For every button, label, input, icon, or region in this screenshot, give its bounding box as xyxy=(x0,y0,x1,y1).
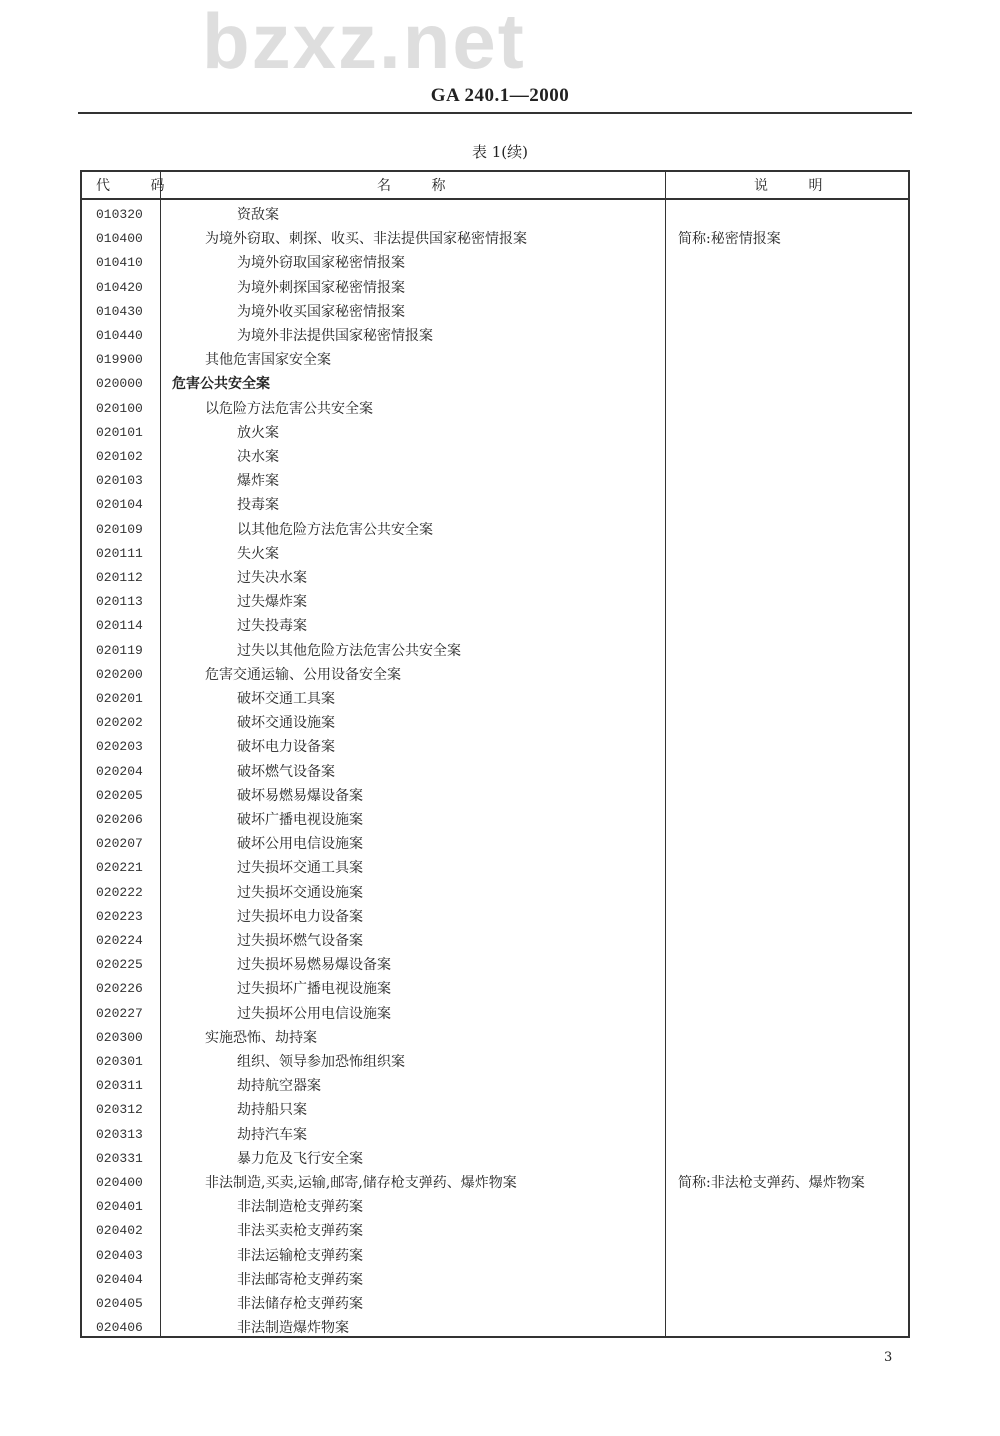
row-note: 简称:非法枪支弹药、爆炸物案 xyxy=(678,1175,865,1191)
row-code: 020111 xyxy=(96,545,143,561)
table-row xyxy=(82,493,908,517)
row-name: 决水案 xyxy=(237,449,279,465)
table-row xyxy=(82,590,908,614)
row-code: 020000 xyxy=(96,376,143,392)
row-name: 暴力危及飞行安全案 xyxy=(237,1150,363,1167)
table-header xyxy=(82,172,908,200)
row-code: 019900 xyxy=(96,352,143,368)
row-code: 020100 xyxy=(96,400,143,416)
row-code: 020405 xyxy=(96,1296,143,1311)
row-name: 过失爆炸案 xyxy=(237,594,307,611)
watermark: bzxz.net xyxy=(202,0,526,85)
row-code: 010430 xyxy=(96,303,143,319)
table-row xyxy=(82,469,908,493)
table-row xyxy=(82,1171,908,1195)
row-name: 爆炸案 xyxy=(237,473,279,490)
row-code: 010440 xyxy=(96,328,143,343)
row-code: 020202 xyxy=(96,715,143,731)
table-row xyxy=(82,397,908,421)
row-name: 为境外非法提供国家秘密情报案 xyxy=(237,328,433,344)
table-row xyxy=(82,566,908,590)
header-name: 名 称 xyxy=(377,178,464,194)
row-name: 组织、领导参加恐怖组织案 xyxy=(237,1054,405,1070)
table-row xyxy=(82,663,908,687)
row-code: 020224 xyxy=(96,933,143,948)
row-code: 020103 xyxy=(96,473,143,489)
table-row xyxy=(82,542,908,566)
row-name: 过失损坏电力设备案 xyxy=(237,908,363,925)
row-name: 破坏交通工具案 xyxy=(237,691,335,707)
table-row xyxy=(82,1292,908,1316)
row-name: 非法储存枪支弹药案 xyxy=(237,1296,363,1312)
row-code: 020406 xyxy=(96,1320,143,1336)
row-name: 危害交通运输、公用设备安全案 xyxy=(205,666,401,683)
table-row xyxy=(82,348,908,372)
row-code: 020400 xyxy=(96,1175,143,1190)
row-name: 以其他危险方法危害公共安全案 xyxy=(237,521,433,538)
table-row xyxy=(82,784,908,808)
document-header: GA 240.1—2000 xyxy=(430,85,570,106)
row-name: 非法制造枪支弹药案 xyxy=(237,1199,363,1216)
row-code: 020200 xyxy=(96,666,143,682)
table-row xyxy=(82,1123,908,1147)
row-name: 劫持船只案 xyxy=(237,1102,307,1119)
row-name: 过失损坏交通设施案 xyxy=(237,884,363,901)
row-code: 020225 xyxy=(96,957,143,973)
row-code: 020206 xyxy=(96,812,143,827)
row-name: 放火案 xyxy=(237,424,279,441)
row-name: 过失损坏易燃易爆设备案 xyxy=(237,957,391,974)
row-name: 过失损坏公用电信设施案 xyxy=(237,1005,391,1022)
table-row xyxy=(82,735,908,759)
row-code: 020404 xyxy=(96,1271,143,1287)
row-code: 020227 xyxy=(96,1005,143,1021)
table-row xyxy=(82,1002,908,1026)
row-code: 020119 xyxy=(96,642,143,658)
table-row xyxy=(82,518,908,542)
header-rule xyxy=(78,112,912,114)
row-name: 投毒案 xyxy=(237,497,279,514)
header-code: 代 码 xyxy=(96,178,183,194)
table-row xyxy=(82,227,908,251)
row-code: 010400 xyxy=(96,231,143,247)
table-row xyxy=(82,251,908,275)
row-name: 破坏燃气设备案 xyxy=(237,763,335,780)
table-row xyxy=(82,372,908,396)
row-code: 020113 xyxy=(96,594,143,610)
table-row xyxy=(82,1268,908,1292)
row-name: 非法制造,买卖,运输,邮寄,储存枪支弹药、爆炸物案 xyxy=(205,1175,517,1191)
row-name: 为境外收买国家秘密情报案 xyxy=(237,303,405,320)
table-row xyxy=(82,808,908,832)
row-code: 020201 xyxy=(96,691,143,706)
table-row xyxy=(82,1026,908,1050)
table-row xyxy=(82,1098,908,1122)
row-name: 实施恐怖、劫持案 xyxy=(205,1029,317,1046)
row-name: 破坏公用电信设施案 xyxy=(237,836,363,853)
table-row xyxy=(82,832,908,856)
row-code: 020401 xyxy=(96,1199,143,1215)
table-row xyxy=(82,1316,908,1340)
table-row xyxy=(82,300,908,324)
row-name: 劫持汽车案 xyxy=(237,1126,307,1143)
table-row xyxy=(82,711,908,735)
row-name: 过失投毒案 xyxy=(237,618,307,635)
table-row xyxy=(82,276,908,300)
row-code: 010420 xyxy=(96,279,143,295)
row-name: 破坏易燃易爆设备案 xyxy=(237,787,363,804)
code-table xyxy=(80,170,910,1338)
row-name: 过失损坏燃气设备案 xyxy=(237,933,363,949)
row-name: 过失决水案 xyxy=(237,570,307,586)
row-code: 020112 xyxy=(96,570,143,585)
table-row xyxy=(82,905,908,929)
row-code: 020331 xyxy=(96,1150,143,1166)
row-note: 简称:秘密情报案 xyxy=(678,231,781,248)
row-code: 020204 xyxy=(96,763,143,779)
row-code: 020312 xyxy=(96,1102,143,1118)
row-name: 以危险方法危害公共安全案 xyxy=(205,400,373,417)
row-code: 020207 xyxy=(96,836,143,852)
row-name: 资敌案 xyxy=(237,207,279,223)
row-code: 020403 xyxy=(96,1247,143,1263)
table-row xyxy=(82,856,908,880)
row-code: 020300 xyxy=(96,1029,143,1045)
row-code: 020102 xyxy=(96,449,143,464)
table-row xyxy=(82,760,908,784)
row-code: 020402 xyxy=(96,1223,143,1239)
row-name: 危害公共安全案 xyxy=(172,376,270,393)
table-row xyxy=(82,1195,908,1219)
page-number: 3 xyxy=(884,1350,893,1365)
table-row xyxy=(82,1050,908,1074)
row-code: 020205 xyxy=(96,787,143,803)
row-name: 失火案 xyxy=(237,545,279,562)
table-row xyxy=(82,1147,908,1171)
table-row xyxy=(82,977,908,1001)
table-row xyxy=(82,1074,908,1098)
row-name: 为境外刺探国家秘密情报案 xyxy=(237,279,405,296)
row-code: 020311 xyxy=(96,1078,143,1094)
table-row xyxy=(82,324,908,348)
table-row xyxy=(82,881,908,905)
row-code: 020109 xyxy=(96,521,143,537)
row-name: 为境外窃取国家秘密情报案 xyxy=(237,255,405,272)
table-row xyxy=(82,929,908,953)
row-name: 非法运输枪支弹药案 xyxy=(237,1247,363,1264)
row-code: 020203 xyxy=(96,739,143,755)
table-row xyxy=(82,421,908,445)
row-name: 为境外窃取、刺探、收买、非法提供国家秘密情报案 xyxy=(205,231,527,248)
row-name: 过失以其他危险方法危害公共安全案 xyxy=(237,642,461,659)
table-row xyxy=(82,953,908,977)
row-code: 020222 xyxy=(96,884,143,900)
table-row xyxy=(82,445,908,469)
row-name: 非法制造爆炸物案 xyxy=(237,1320,349,1337)
row-name: 过失损坏交通工具案 xyxy=(237,860,363,877)
row-name: 破坏电力设备案 xyxy=(237,739,335,756)
table-row xyxy=(82,687,908,711)
row-name: 破坏交通设施案 xyxy=(237,715,335,732)
row-code: 020301 xyxy=(96,1054,143,1069)
row-code: 020221 xyxy=(96,860,143,876)
row-code: 020226 xyxy=(96,981,143,997)
row-code: 020114 xyxy=(96,618,143,634)
table-row xyxy=(82,1244,908,1268)
table-row xyxy=(82,639,908,663)
row-code: 010320 xyxy=(96,207,143,222)
header-note: 说 明 xyxy=(754,178,841,194)
table-row xyxy=(82,1219,908,1243)
table-row xyxy=(82,203,908,227)
row-code: 020101 xyxy=(96,424,143,440)
row-code: 020104 xyxy=(96,497,143,513)
row-name: 过失损坏广播电视设施案 xyxy=(237,981,391,998)
row-code: 020223 xyxy=(96,908,143,924)
row-name: 非法买卖枪支弹药案 xyxy=(237,1223,363,1240)
row-name: 非法邮寄枪支弹药案 xyxy=(237,1271,363,1288)
row-code: 020313 xyxy=(96,1126,143,1142)
table-caption: 表 1(续) xyxy=(471,143,529,161)
row-name: 劫持航空器案 xyxy=(237,1078,321,1095)
row-name: 其他危害国家安全案 xyxy=(205,352,331,369)
row-name: 破坏广播电视设施案 xyxy=(237,812,363,828)
row-code: 010410 xyxy=(96,255,143,271)
table-row xyxy=(82,614,908,638)
